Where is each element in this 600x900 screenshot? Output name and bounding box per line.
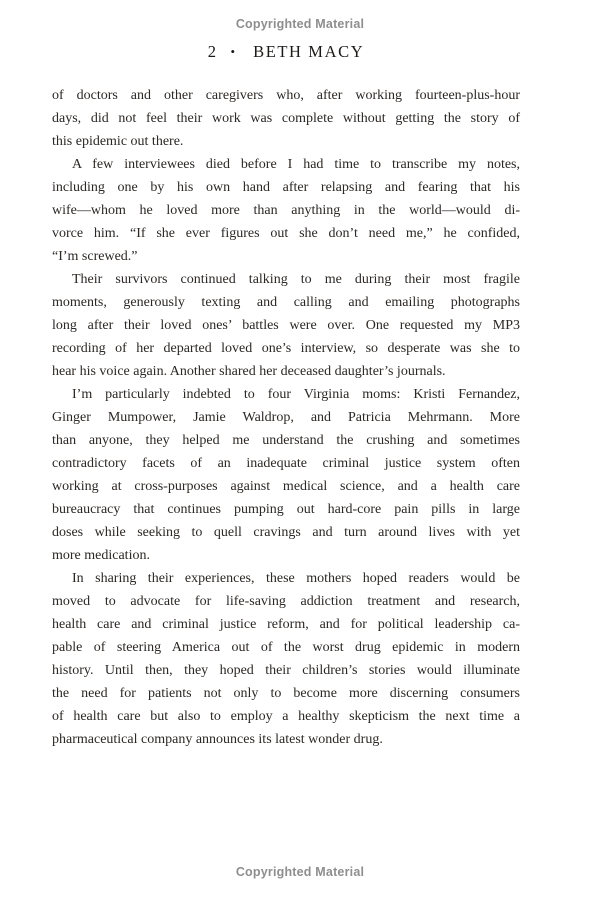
running-header — [52, 42, 520, 62]
paragraph — [52, 84, 520, 153]
text-line: Ginger Mumpower, Jamie Waldrop, and Patricia Mehrmann. More — [52, 410, 520, 425]
paragraph — [52, 268, 520, 383]
text-line: history. Until then, they hoped their children’s stories would illuminate — [52, 663, 520, 678]
text-line: more medication. — [52, 548, 150, 563]
bullet-separator: • — [230, 44, 236, 59]
body-text — [52, 84, 520, 751]
text-line: contradictory facets of an inadequate criminal justice system often — [52, 456, 520, 471]
page-number: 2 — [207, 42, 217, 61]
copyright-notice-top: Copyrighted Material — [235, 17, 365, 31]
text-line: moved to advocate for life-saving addiction treatment and research, — [52, 594, 520, 609]
text-line: recording of her departed loved one’s interview, so desperate was she to — [52, 341, 520, 356]
text-line: this epidemic out there. — [52, 134, 184, 149]
text-line: I’m particularly indebted to four Virginia moms: Kristi Fernandez, — [72, 387, 520, 402]
text-line: the need for patients not only to become more discerning consumers — [52, 686, 520, 701]
copyright-notice-bottom: Copyrighted Material — [235, 865, 365, 879]
paragraph — [52, 567, 520, 751]
text-line: vorce him. “If she ever figures out she don’t need me,” he confided, — [52, 226, 520, 241]
text-line: working at cross-purposes against medical science, and a health care — [52, 479, 520, 494]
text-line: wife—whom he loved more than anything in the world—would di- — [52, 203, 520, 218]
text-line: health care and criminal justice reform, and for political leadership ca- — [52, 617, 520, 632]
text-line: hear his voice again. Another shared her deceased daughter’s journals. — [52, 364, 446, 379]
text-line: pable of steering America out of the worst drug epidemic in modern — [52, 640, 520, 655]
text-line: doses while seeking to quell cravings and turn around lives with yet — [52, 525, 520, 540]
text-line: A few interviewees died before I had time to transcribe my notes, — [72, 157, 520, 172]
text-line: pharmaceutical company announces its latest wonder drug. — [52, 732, 383, 747]
text-line: Their survivors continued talking to me during their most fragile — [72, 272, 520, 287]
author-name: BETH MACY — [253, 42, 365, 61]
text-line: of doctors and other caregivers who, after working fourteen-plus-hour — [52, 88, 520, 103]
text-line: bureaucracy that continues pumping out hard-core pain pills in large — [52, 502, 520, 517]
text-line: including one by his own hand after relapsing and fearing that his — [52, 180, 520, 195]
text-line: of health care but also to employ a healthy skepticism the next time a — [52, 709, 520, 724]
paragraph — [52, 153, 520, 268]
paragraph — [52, 383, 520, 567]
text-line: long after their loved ones’ battles were over. One requested my MP3 — [52, 318, 520, 333]
text-line: than anyone, they helped me understand the crushing and sometimes — [52, 433, 520, 448]
text-line: days, did not feel their work was complete without getting the story of — [52, 111, 520, 126]
text-line: In sharing their experiences, these mothers hoped readers would be — [72, 571, 520, 586]
text-line: moments, generously texting and calling and emailing photographs — [52, 295, 520, 310]
text-line: “I’m screwed.” — [52, 249, 138, 264]
